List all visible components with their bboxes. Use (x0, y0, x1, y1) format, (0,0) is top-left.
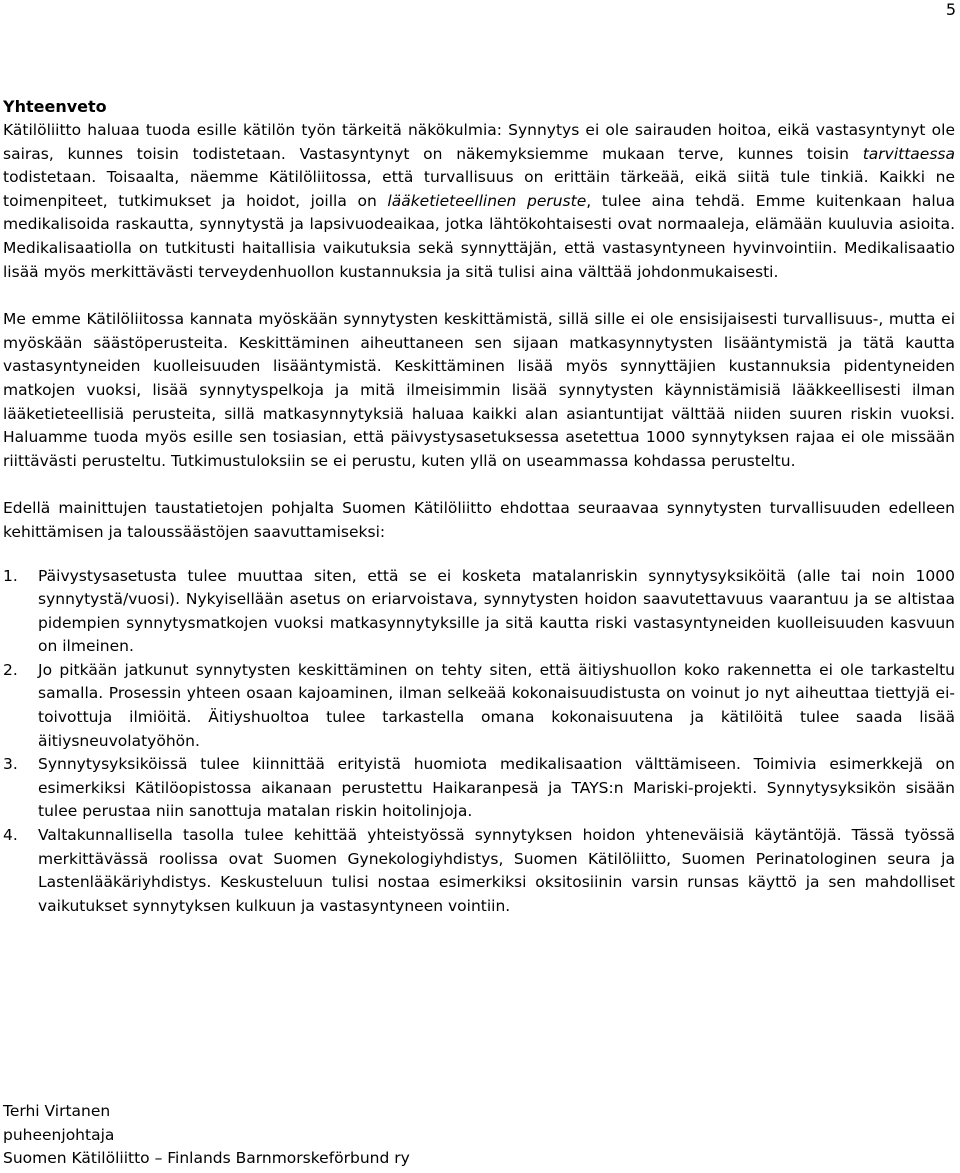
page-number: 5 (945, 0, 956, 19)
recommendation-number: 4. (3, 826, 18, 845)
recommendations-list (3, 565, 955, 919)
summary-paragraph (3, 119, 955, 284)
recommendation-number: 3. (3, 755, 18, 774)
emphasis-tarvittaessa: tarvittaessa (862, 144, 955, 163)
recommendation-text: Päivystysasetusta tulee muuttaa siten, että se ei kosketa matalanriskin synnytysyksiköitä (alle tai noin 1000 synnytystä/vuosi). Nykyisellään asetus on eriarvoistava, synnytysten hoidon saavutettavuus vaarantuu ja se altistaa pidempien synnytysmatkojen vuoksi matkasynnytyksille ja sitä kautta riski vastasyntyneiden kuolleisuuden kasvuun on ilmeinen. (38, 566, 955, 656)
section-heading: Yhteenveto (3, 97, 107, 116)
recommendation-text: Synnytysyksiköissä tulee kiinnittää erityistä huomiota medikalisaation välttämiseen. Toimivia esimerkkejä on esimerkiksi Kätilöopistossa aikanaan perustettu Haikaranpesä ja TAYS:n Mariski-projekti. Synnytysyksikön sisään tulee perustaa niin sanottuja matalan riskin hoitolinjoja. (38, 755, 955, 821)
signer-organization: Suomen Kätilöliitto – Finlands Barnmorskeförbund ry (3, 1149, 410, 1167)
summary-text-part-1: Kätilöliitto haluaa tuoda esille kätilön työn tärkeitä näkökulmia: Synnytys ei ole sairauden hoitoa, eikä vastasyntynyt ole sairas, kunnes toisin todistetaan. Vastasyntynyt on näkemyksiemme mukaan terve, kunnes toisin (3, 121, 955, 163)
emphasis-laaketieteellinen-peruste: lääketieteellinen peruste (387, 191, 587, 210)
recommendation-item (3, 824, 955, 918)
summary-text-part-2: todistetaan. Toisaalta, näemme Kätilöliitossa, että turvallisuus on erittäin tärkeää, eikä siitä tule tinkiä. Kaikki ne toimenpiteet, tutkimukset ja hoidot, joilla on (3, 168, 955, 210)
signature-block (3, 1100, 410, 1171)
recommendation-number: 2. (3, 660, 18, 679)
recommendation-text: Valtakunnallisella tasolla tulee kehittää yhteistyössä synnytyksen hoidon yhteneväisiä käytäntöjä. Tässä työssä merkittävässä roolissa ovat Suomen Gynekologiyhdistys, Suomen Kätilöliitto, Suomen Perinatologinen seura ja Lastenlääkäriyhdistys. Keskusteluun tulisi nostaa esimerkiksi oksitosiinin varsin runsas käyttö ja sen mahdolliset vaikutukset synnytyksen kulkuun ja vastasyntyneen vointiin. (38, 826, 955, 915)
signer-name: Terhi Virtanen (3, 1102, 111, 1120)
recommendation-number: 1. (3, 566, 18, 585)
recommendation-text: Jo pitkään jatkunut synnytysten keskittäminen on tehty siten, että äitiyshuollon koko rakennetta ei ole tarkasteltu samalla. Prosessin yhteen osaan kajoaminen, ilman selkeää kokonaisuudistusta on voinut jo nyt aiheuttaa tiettyjä ei-toivottuja ilmiöitä. Äitiyshuoltoa tulee tarkastella omana kokonaisuutena ja kätilöitä tulee saada lisää äitiysneuvolatyöhön. (38, 660, 955, 750)
recommendation-item (3, 565, 955, 659)
recommendation-item (3, 753, 955, 824)
centralization-paragraph: Me emme Kätilöliitossa kannata myöskään synnytysten keskittämistä, sillä sille ei ole ensisijaisesti turvallisuus-, mutta ei myöskään säästöperusteita. Keskittäminen aiheuttaneen sen sijaan matkasynnytysten lisääntymistä ja tätä kautta vastasyntyneiden kuolleisuuden lisääntymistä. Keskittäminen lisää myös synnyttäjien kustannuksia pidentyneiden matkojen vuoksi, lisää synnytyspelkoja ja mitä ilmeisimmin lisää synnytysten käynnistämisiä lääkkeellisesti ilman lääketieteellisiä perusteita, sillä matkasynnytyksiä haluaa kaikki alan asiantuntijat välttää niiden suuren riskin vuoksi. Haluamme tuoda myös esille sen tosiasian, että päivystysasetuksessa asetettua 1000 synnytyksen rajaa ei ole missään riittävästi perusteltu. Tutkimustuloksiin se ei perustu, kuten yllä on useammassa kohdassa perusteltu. (3, 310, 955, 470)
document-body (3, 95, 955, 918)
recommendation-item (3, 659, 955, 753)
proposal-intro-paragraph: Edellä mainittujen taustatietojen pohjalta Suomen Kätilöliitto ehdottaa seuraavaa synnytysten turvallisuuden edelleen kehittämisen ja taloussäästöjen saavuttamiseksi: (3, 499, 955, 541)
signer-title: puheenjohtaja (3, 1125, 115, 1144)
summary-text-part-3: , tulee aina tehdä. Emme kuitenkaan halua medikalisoida raskautta, synnytystä ja lapsivuodeaikaa, jotka lähtökohtaisesti ovat normaaleja, elämään kuuluvia asioita. Medikalisaatiolla on tutkitusti haitallisia vaikutuksia sekä synnyttäjän, että vastasyntyneen hyvinvointiin. Medikalisaatio lisää myös merkittävästi terveydenhuollon kustannuksia ja sitä tulisi aina välttää johdonmukaisesti. (3, 191, 955, 281)
